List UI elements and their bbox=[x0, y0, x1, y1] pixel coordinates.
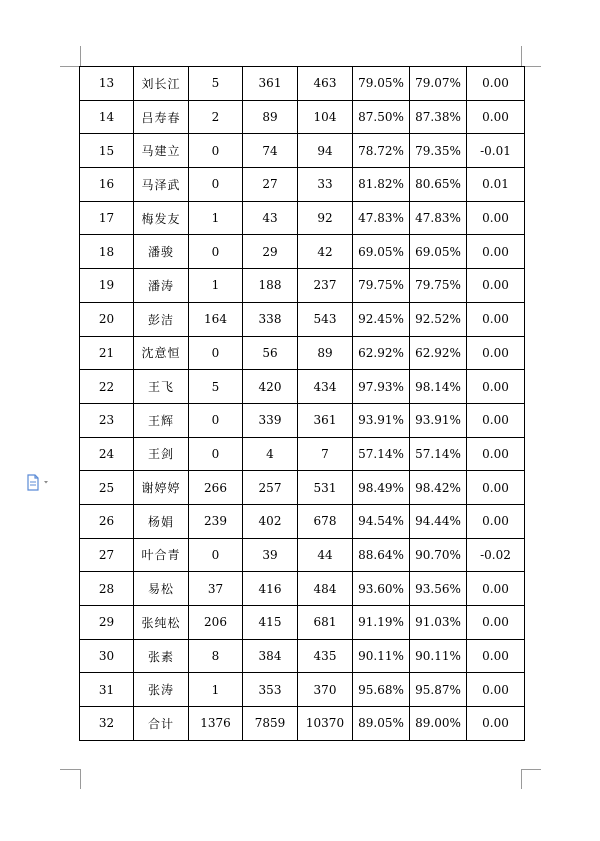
table-cell: 98.14% bbox=[410, 370, 467, 404]
table-cell: 14 bbox=[80, 100, 134, 134]
table-cell: 29 bbox=[80, 606, 134, 640]
table-cell: 93.91% bbox=[410, 403, 467, 437]
table-cell: 69.05% bbox=[410, 235, 467, 269]
table-cell: 王辉 bbox=[134, 403, 189, 437]
table-row bbox=[80, 336, 525, 370]
table-cell: 0.00 bbox=[467, 100, 525, 134]
table-cell: 266 bbox=[189, 471, 243, 505]
table-row bbox=[80, 201, 525, 235]
table-cell: 90.70% bbox=[410, 538, 467, 572]
table-cell: 13 bbox=[80, 67, 134, 101]
table-cell: 93.56% bbox=[410, 572, 467, 606]
table-row bbox=[80, 673, 525, 707]
table-cell: 361 bbox=[298, 403, 353, 437]
table-cell: 吕寿春 bbox=[134, 100, 189, 134]
table-row bbox=[80, 471, 525, 505]
table-cell: 91.19% bbox=[353, 606, 410, 640]
crop-mark-top-right bbox=[521, 46, 522, 66]
table-cell: 2 bbox=[189, 100, 243, 134]
table-row bbox=[80, 235, 525, 269]
table-cell: 97.93% bbox=[353, 370, 410, 404]
table-cell: 马泽武 bbox=[134, 168, 189, 202]
table-cell: 62.92% bbox=[353, 336, 410, 370]
table-cell: 90.11% bbox=[410, 639, 467, 673]
table-cell: 353 bbox=[243, 673, 298, 707]
table-cell: 206 bbox=[189, 606, 243, 640]
table-cell: 188 bbox=[243, 269, 298, 303]
table-cell: 8 bbox=[189, 639, 243, 673]
table-cell: 164 bbox=[189, 302, 243, 336]
table-cell: -0.02 bbox=[467, 538, 525, 572]
table-cell: 5 bbox=[189, 67, 243, 101]
table-cell: 39 bbox=[243, 538, 298, 572]
table-cell: 33 bbox=[298, 168, 353, 202]
table-cell: 1376 bbox=[189, 707, 243, 741]
table-cell: 92.45% bbox=[353, 302, 410, 336]
table-cell: 95.68% bbox=[353, 673, 410, 707]
table-cell: 0 bbox=[189, 538, 243, 572]
table-cell: 0.00 bbox=[467, 707, 525, 741]
table-row bbox=[80, 269, 525, 303]
table-cell: 88.64% bbox=[353, 538, 410, 572]
table-cell: 18 bbox=[80, 235, 134, 269]
table-cell: 434 bbox=[298, 370, 353, 404]
table-cell: 47.83% bbox=[353, 201, 410, 235]
table-cell: 531 bbox=[298, 471, 353, 505]
table-cell: 239 bbox=[189, 504, 243, 538]
table-row bbox=[80, 168, 525, 202]
table-cell: 543 bbox=[298, 302, 353, 336]
table-cell: 90.11% bbox=[353, 639, 410, 673]
table-cell: 0.00 bbox=[467, 639, 525, 673]
table-cell: 0.00 bbox=[467, 673, 525, 707]
table-cell: 叶合青 bbox=[134, 538, 189, 572]
table-row bbox=[80, 134, 525, 168]
table-cell: 384 bbox=[243, 639, 298, 673]
table-cell: 1 bbox=[189, 201, 243, 235]
table-cell: 0.00 bbox=[467, 437, 525, 471]
table-cell: 89.05% bbox=[353, 707, 410, 741]
table-cell: 92.52% bbox=[410, 302, 467, 336]
table-cell: 张素 bbox=[134, 639, 189, 673]
table-cell: 1 bbox=[189, 269, 243, 303]
table-cell: 0.00 bbox=[467, 201, 525, 235]
table-cell: -0.01 bbox=[467, 134, 525, 168]
table-cell: 47.83% bbox=[410, 201, 467, 235]
table-cell: 57.14% bbox=[353, 437, 410, 471]
table-cell: 0 bbox=[189, 437, 243, 471]
table-cell: 74 bbox=[243, 134, 298, 168]
table-cell: 27 bbox=[243, 168, 298, 202]
table-cell: 0.00 bbox=[467, 606, 525, 640]
table-cell: 484 bbox=[298, 572, 353, 606]
table-cell: 104 bbox=[298, 100, 353, 134]
table-cell: 10370 bbox=[298, 707, 353, 741]
table-cell: 15 bbox=[80, 134, 134, 168]
table-cell: 56 bbox=[243, 336, 298, 370]
table-cell: 463 bbox=[298, 67, 353, 101]
table-cell: 0.00 bbox=[467, 370, 525, 404]
table-cell: 5 bbox=[189, 370, 243, 404]
table-cell: 0.00 bbox=[467, 302, 525, 336]
table-cell: 26 bbox=[80, 504, 134, 538]
table-cell: 27 bbox=[80, 538, 134, 572]
table-cell: 0.00 bbox=[467, 403, 525, 437]
table-cell: 89 bbox=[243, 100, 298, 134]
table-cell: 22 bbox=[80, 370, 134, 404]
table-cell: 42 bbox=[298, 235, 353, 269]
table-row bbox=[80, 100, 525, 134]
table-cell: 0.00 bbox=[467, 336, 525, 370]
table-cell: 91.03% bbox=[410, 606, 467, 640]
table-cell: 79.07% bbox=[410, 67, 467, 101]
table-cell: 370 bbox=[298, 673, 353, 707]
table-cell: 合计 bbox=[134, 707, 189, 741]
table-cell: 81.82% bbox=[353, 168, 410, 202]
crop-mark-bottom-left bbox=[60, 769, 80, 770]
table-row bbox=[80, 437, 525, 471]
chevron-down-icon bbox=[44, 481, 48, 484]
crop-mark-bottom-left bbox=[80, 769, 81, 789]
table-cell: 98.42% bbox=[410, 471, 467, 505]
table-cell: 95.87% bbox=[410, 673, 467, 707]
table-cell: 44 bbox=[298, 538, 353, 572]
table-cell: 94.54% bbox=[353, 504, 410, 538]
table-cell: 435 bbox=[298, 639, 353, 673]
table-cell: 79.05% bbox=[353, 67, 410, 101]
table-cell: 79.75% bbox=[353, 269, 410, 303]
table-cell: 23 bbox=[80, 403, 134, 437]
table-row bbox=[80, 538, 525, 572]
table-cell: 梅发友 bbox=[134, 201, 189, 235]
table-cell: 易松 bbox=[134, 572, 189, 606]
table-cell: 80.65% bbox=[410, 168, 467, 202]
table-cell: 4 bbox=[243, 437, 298, 471]
table-cell: 0.00 bbox=[467, 235, 525, 269]
table-cell: 17 bbox=[80, 201, 134, 235]
table-cell: 94 bbox=[298, 134, 353, 168]
table-cell: 339 bbox=[243, 403, 298, 437]
table-cell: 89.00% bbox=[410, 707, 467, 741]
table-cell: 0 bbox=[189, 168, 243, 202]
table-cell: 402 bbox=[243, 504, 298, 538]
table-cell: 25 bbox=[80, 471, 134, 505]
table-cell: 16 bbox=[80, 168, 134, 202]
table-cell: 361 bbox=[243, 67, 298, 101]
table-cell: 28 bbox=[80, 572, 134, 606]
table-cell: 79.35% bbox=[410, 134, 467, 168]
table-cell: 93.91% bbox=[353, 403, 410, 437]
table-cell: 0.00 bbox=[467, 67, 525, 101]
table-cell: 潘骏 bbox=[134, 235, 189, 269]
table-row bbox=[80, 403, 525, 437]
table-cell: 0 bbox=[189, 403, 243, 437]
table-cell: 王剑 bbox=[134, 437, 189, 471]
crop-mark-bottom-right bbox=[521, 769, 522, 789]
table-cell: 31 bbox=[80, 673, 134, 707]
document-icon[interactable] bbox=[25, 474, 55, 492]
table-cell: 37 bbox=[189, 572, 243, 606]
table-cell: 0 bbox=[189, 134, 243, 168]
table-cell: 62.92% bbox=[410, 336, 467, 370]
table-cell: 678 bbox=[298, 504, 353, 538]
table-cell: 沈意恒 bbox=[134, 336, 189, 370]
table-row bbox=[80, 639, 525, 673]
table-row bbox=[80, 67, 525, 101]
table-cell: 0.01 bbox=[467, 168, 525, 202]
table-cell: 7859 bbox=[243, 707, 298, 741]
table-cell: 69.05% bbox=[353, 235, 410, 269]
crop-mark-top-left bbox=[80, 46, 81, 66]
table-cell: 43 bbox=[243, 201, 298, 235]
table-cell: 潘涛 bbox=[134, 269, 189, 303]
table-cell: 7 bbox=[298, 437, 353, 471]
table-cell: 杨娟 bbox=[134, 504, 189, 538]
table-cell: 30 bbox=[80, 639, 134, 673]
table-cell: 78.72% bbox=[353, 134, 410, 168]
table-cell: 0.00 bbox=[467, 572, 525, 606]
table-cell: 92 bbox=[298, 201, 353, 235]
table-cell: 马建立 bbox=[134, 134, 189, 168]
table-cell: 21 bbox=[80, 336, 134, 370]
data-table bbox=[79, 66, 525, 741]
table-cell: 257 bbox=[243, 471, 298, 505]
table-cell: 94.44% bbox=[410, 504, 467, 538]
table-cell: 0.00 bbox=[467, 504, 525, 538]
table-cell: 87.50% bbox=[353, 100, 410, 134]
table-cell: 24 bbox=[80, 437, 134, 471]
table-cell: 谢婷婷 bbox=[134, 471, 189, 505]
table-row bbox=[80, 707, 525, 741]
table-row bbox=[80, 572, 525, 606]
table-row bbox=[80, 504, 525, 538]
table-row bbox=[80, 302, 525, 336]
table-cell: 刘长江 bbox=[134, 67, 189, 101]
table-cell: 57.14% bbox=[410, 437, 467, 471]
table-cell: 张涛 bbox=[134, 673, 189, 707]
table-cell: 王飞 bbox=[134, 370, 189, 404]
table-cell: 681 bbox=[298, 606, 353, 640]
table-body bbox=[80, 67, 525, 741]
table-cell: 20 bbox=[80, 302, 134, 336]
table-cell: 93.60% bbox=[353, 572, 410, 606]
table-cell: 彭洁 bbox=[134, 302, 189, 336]
table-cell: 张纯松 bbox=[134, 606, 189, 640]
table-cell: 0 bbox=[189, 336, 243, 370]
table-cell: 416 bbox=[243, 572, 298, 606]
table-cell: 87.38% bbox=[410, 100, 467, 134]
table-cell: 98.49% bbox=[353, 471, 410, 505]
table-cell: 29 bbox=[243, 235, 298, 269]
table-cell: 415 bbox=[243, 606, 298, 640]
table-cell: 32 bbox=[80, 707, 134, 741]
table-cell: 420 bbox=[243, 370, 298, 404]
table-cell: 89 bbox=[298, 336, 353, 370]
table-cell: 0 bbox=[189, 235, 243, 269]
table-cell: 237 bbox=[298, 269, 353, 303]
crop-mark-top-left bbox=[60, 66, 80, 67]
table-cell: 79.75% bbox=[410, 269, 467, 303]
crop-mark-bottom-right bbox=[521, 769, 541, 770]
table-cell: 0.00 bbox=[467, 269, 525, 303]
table-row bbox=[80, 606, 525, 640]
table-cell: 338 bbox=[243, 302, 298, 336]
table-cell: 0.00 bbox=[467, 471, 525, 505]
table-cell: 19 bbox=[80, 269, 134, 303]
table-cell: 1 bbox=[189, 673, 243, 707]
table-row bbox=[80, 370, 525, 404]
